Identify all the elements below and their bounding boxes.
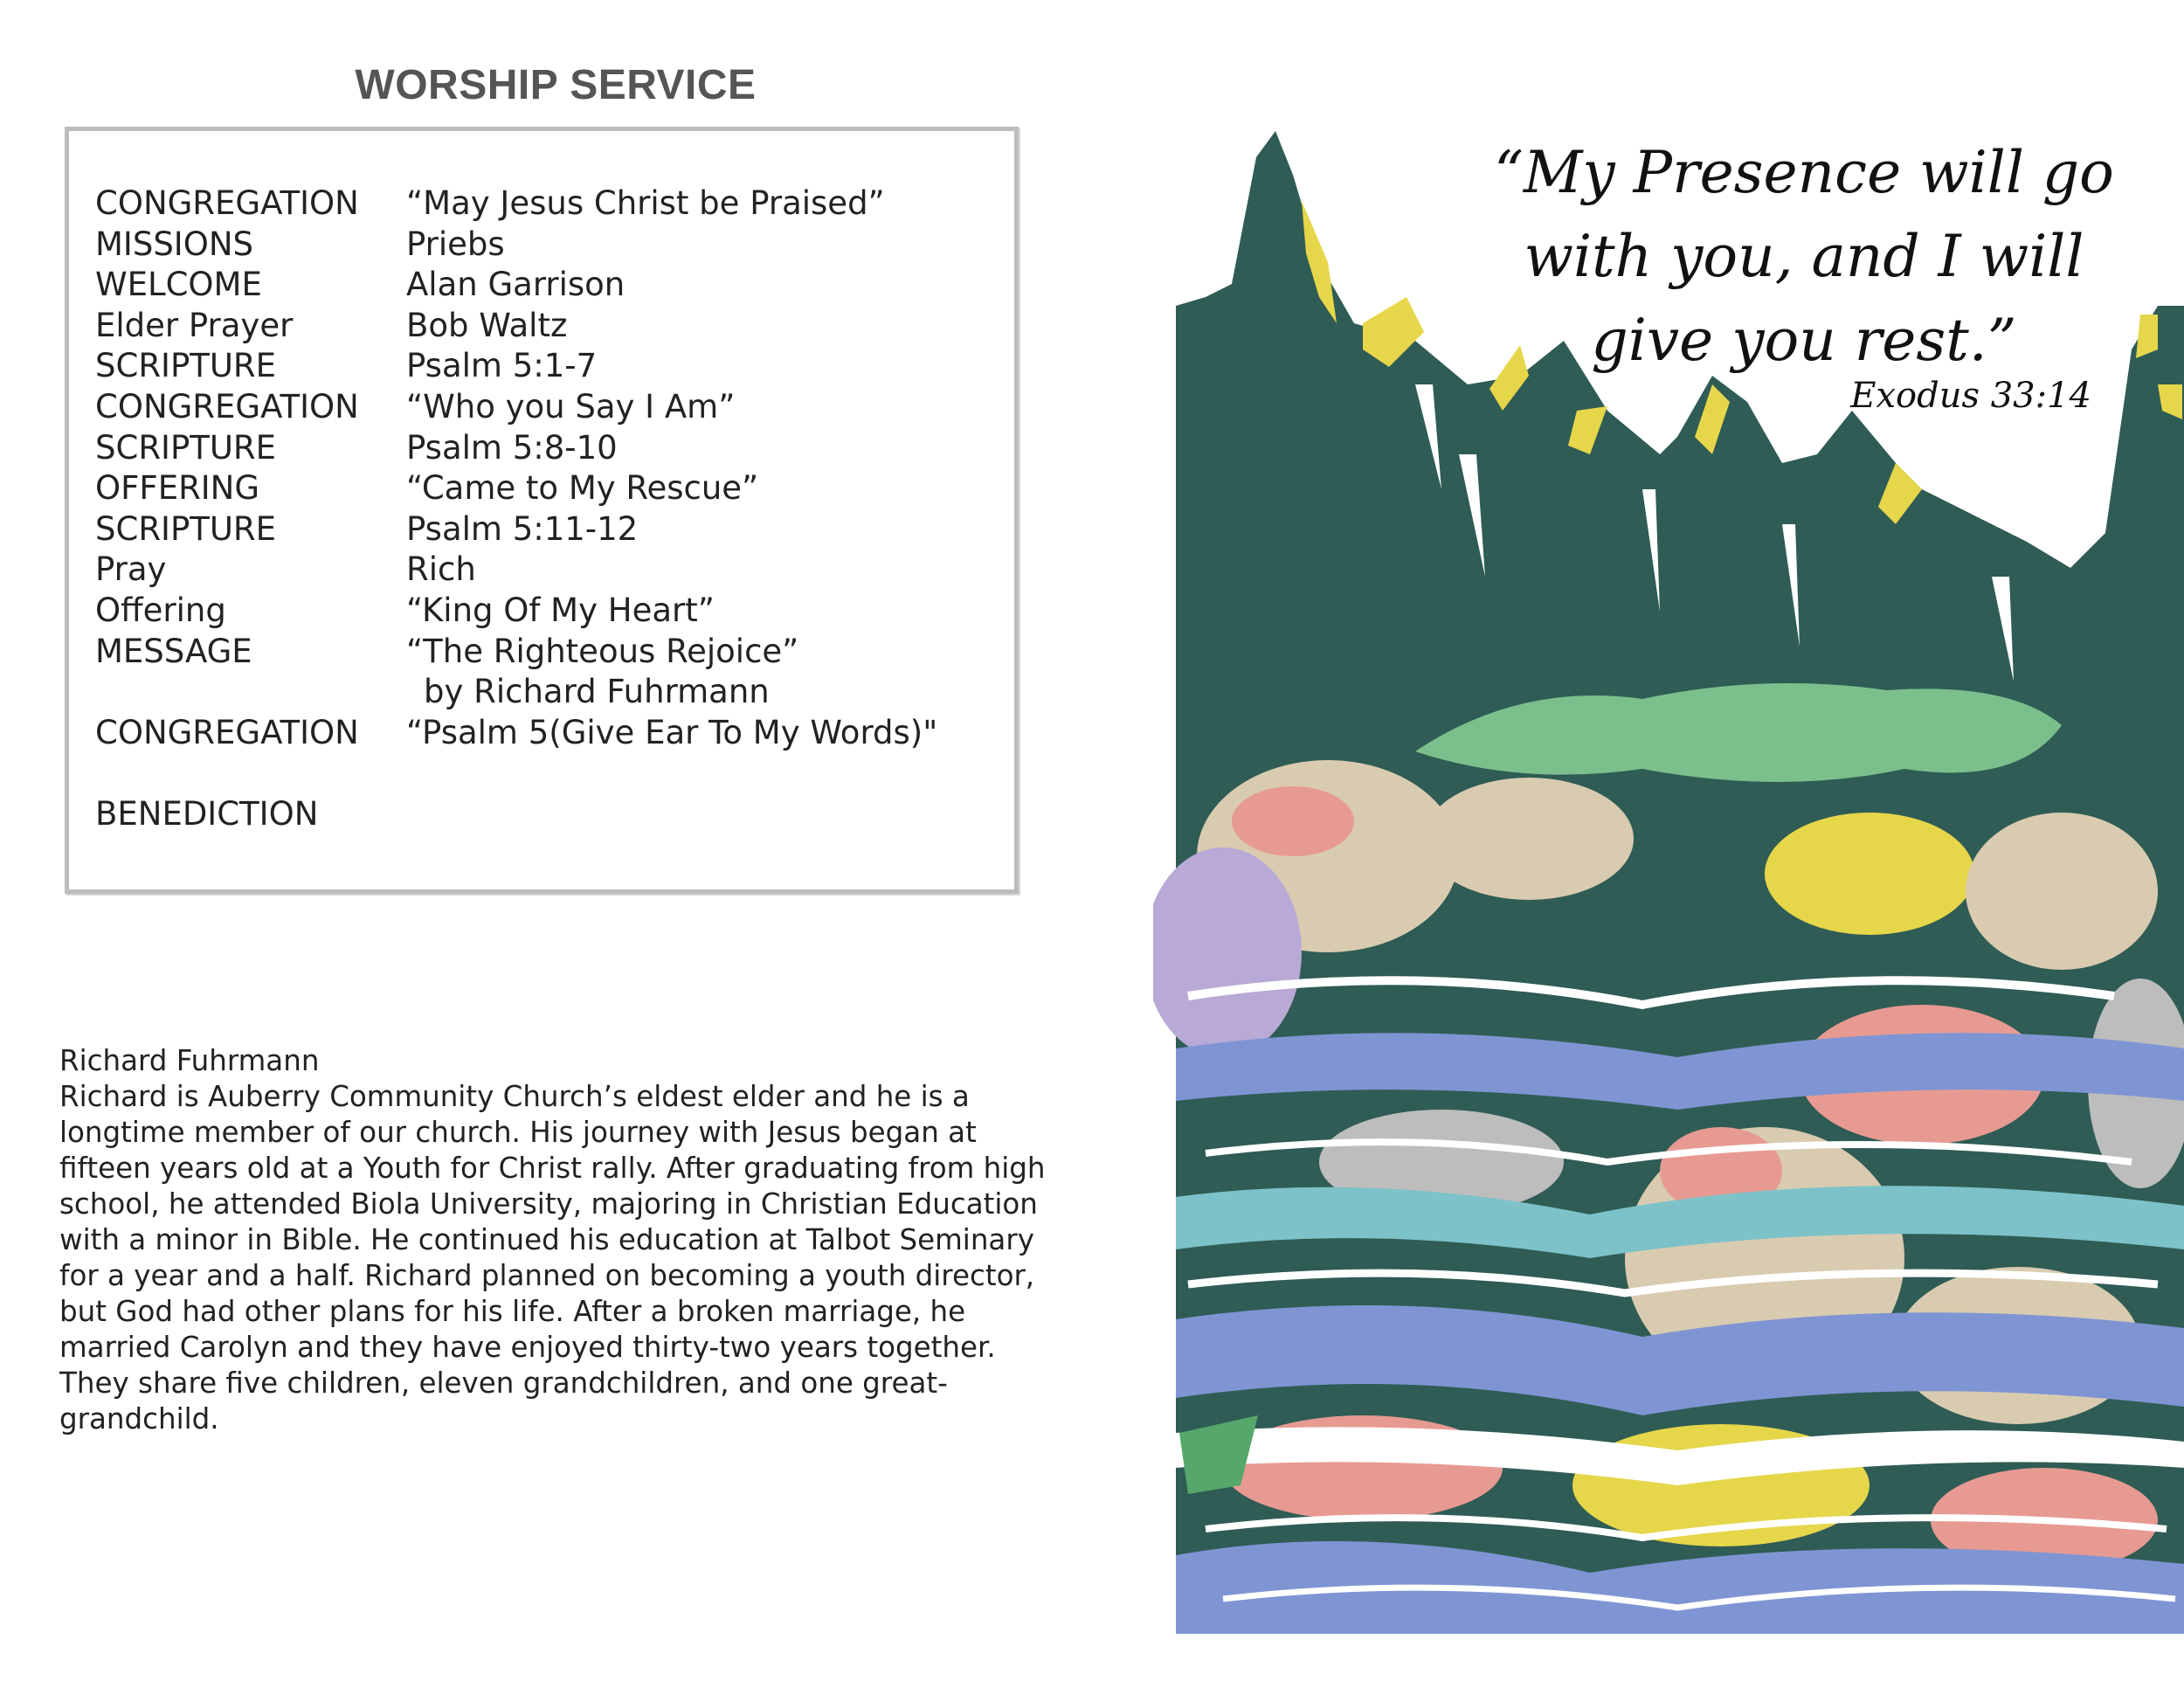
- speaker-bio: [59, 1043, 1073, 1437]
- order-row: [95, 428, 937, 469]
- order-detail: “The Righteous Rejoice”: [406, 632, 799, 670]
- order-row: [95, 183, 937, 225]
- order-part: BENEDICTION: [95, 795, 319, 834]
- order-part: CONGREGATION: [95, 184, 359, 222]
- order-row: [95, 468, 937, 509]
- order-part: Offering: [95, 591, 226, 629]
- verse-line: give you rest.”: [1591, 307, 2017, 374]
- order-detail: “Who you Say I Am”: [406, 387, 736, 425]
- order-row: [95, 265, 937, 306]
- order-part: OFFERING: [95, 469, 260, 508]
- order-row: [95, 306, 937, 347]
- order-part: SCRIPTURE: [95, 347, 277, 385]
- order-detail: Bob Waltz: [406, 306, 568, 344]
- order-part: MESSAGE: [95, 632, 252, 670]
- order-detail: “Came to My Rescue”: [406, 469, 759, 508]
- order-row: [95, 387, 937, 428]
- order-detail: Priebs: [406, 225, 505, 263]
- order-part: WELCOME: [95, 266, 262, 304]
- order-row: [95, 550, 937, 591]
- verse-line: “My Presence will go: [1494, 139, 2114, 206]
- order-detail: “Psalm 5(Give Ear To My Words)": [406, 713, 938, 751]
- order-detail: by Richard Fuhrmann: [424, 673, 770, 711]
- order-detail: Psalm 5:1-7: [406, 347, 598, 385]
- order-row: [95, 632, 937, 673]
- order-detail: Alan Garrison: [406, 266, 625, 304]
- speaker-bio-text: Richard is Auberry Community Church’s eldest elder and he is a longtime member of our church. His journey with Jesus began at fifteen years old at a Youth for Christ rally. After graduating from high school, he attended Biola University, majoring in Christian Education with a minor in Bible. He continued his education at Talbot Seminary for a year and a half. Richard planned on becoming a youth director, but God had other plans for his life. After a broken marriage, he married Carolyn and they have enjoyed thirty-two years together. They share five children, eleven grandchildren, and one great-grandchild.: [59, 1080, 1046, 1435]
- order-part: CONGREGATION: [95, 713, 359, 751]
- order-part: SCRIPTURE: [95, 509, 277, 548]
- order-row: [95, 713, 937, 754]
- order-detail: Psalm 5:8-10: [406, 428, 618, 467]
- order-part: Pray: [95, 550, 167, 589]
- order-row: [95, 753, 937, 834]
- order-part: [95, 672, 406, 713]
- order-part: CONGREGATION: [95, 387, 359, 425]
- order-row: [95, 346, 937, 387]
- order-of-service-list: [95, 183, 937, 834]
- service-title: WORSHIP SERVICE: [355, 62, 757, 108]
- order-part: SCRIPTURE: [95, 428, 277, 467]
- order-detail: Psalm 5:11-12: [406, 509, 639, 548]
- order-part: Elder Prayer: [95, 306, 294, 344]
- order-detail: “King Of My Heart”: [406, 591, 715, 629]
- order-detail: “May Jesus Christ be Praised”: [406, 184, 885, 222]
- speaker-name: Richard Fuhrmann: [59, 1044, 320, 1077]
- order-of-service-box: [65, 127, 1019, 894]
- verse-reference: Exodus 33:14: [1850, 376, 2091, 416]
- verse-line: with you, and I will: [1524, 223, 2084, 290]
- order-row: [95, 225, 937, 266]
- bible-verse: [1468, 131, 2140, 416]
- order-detail: Rich: [406, 550, 476, 589]
- order-row: [95, 509, 937, 550]
- order-part: MISSIONS: [95, 225, 254, 263]
- order-row: [95, 591, 937, 632]
- order-row: [95, 672, 937, 713]
